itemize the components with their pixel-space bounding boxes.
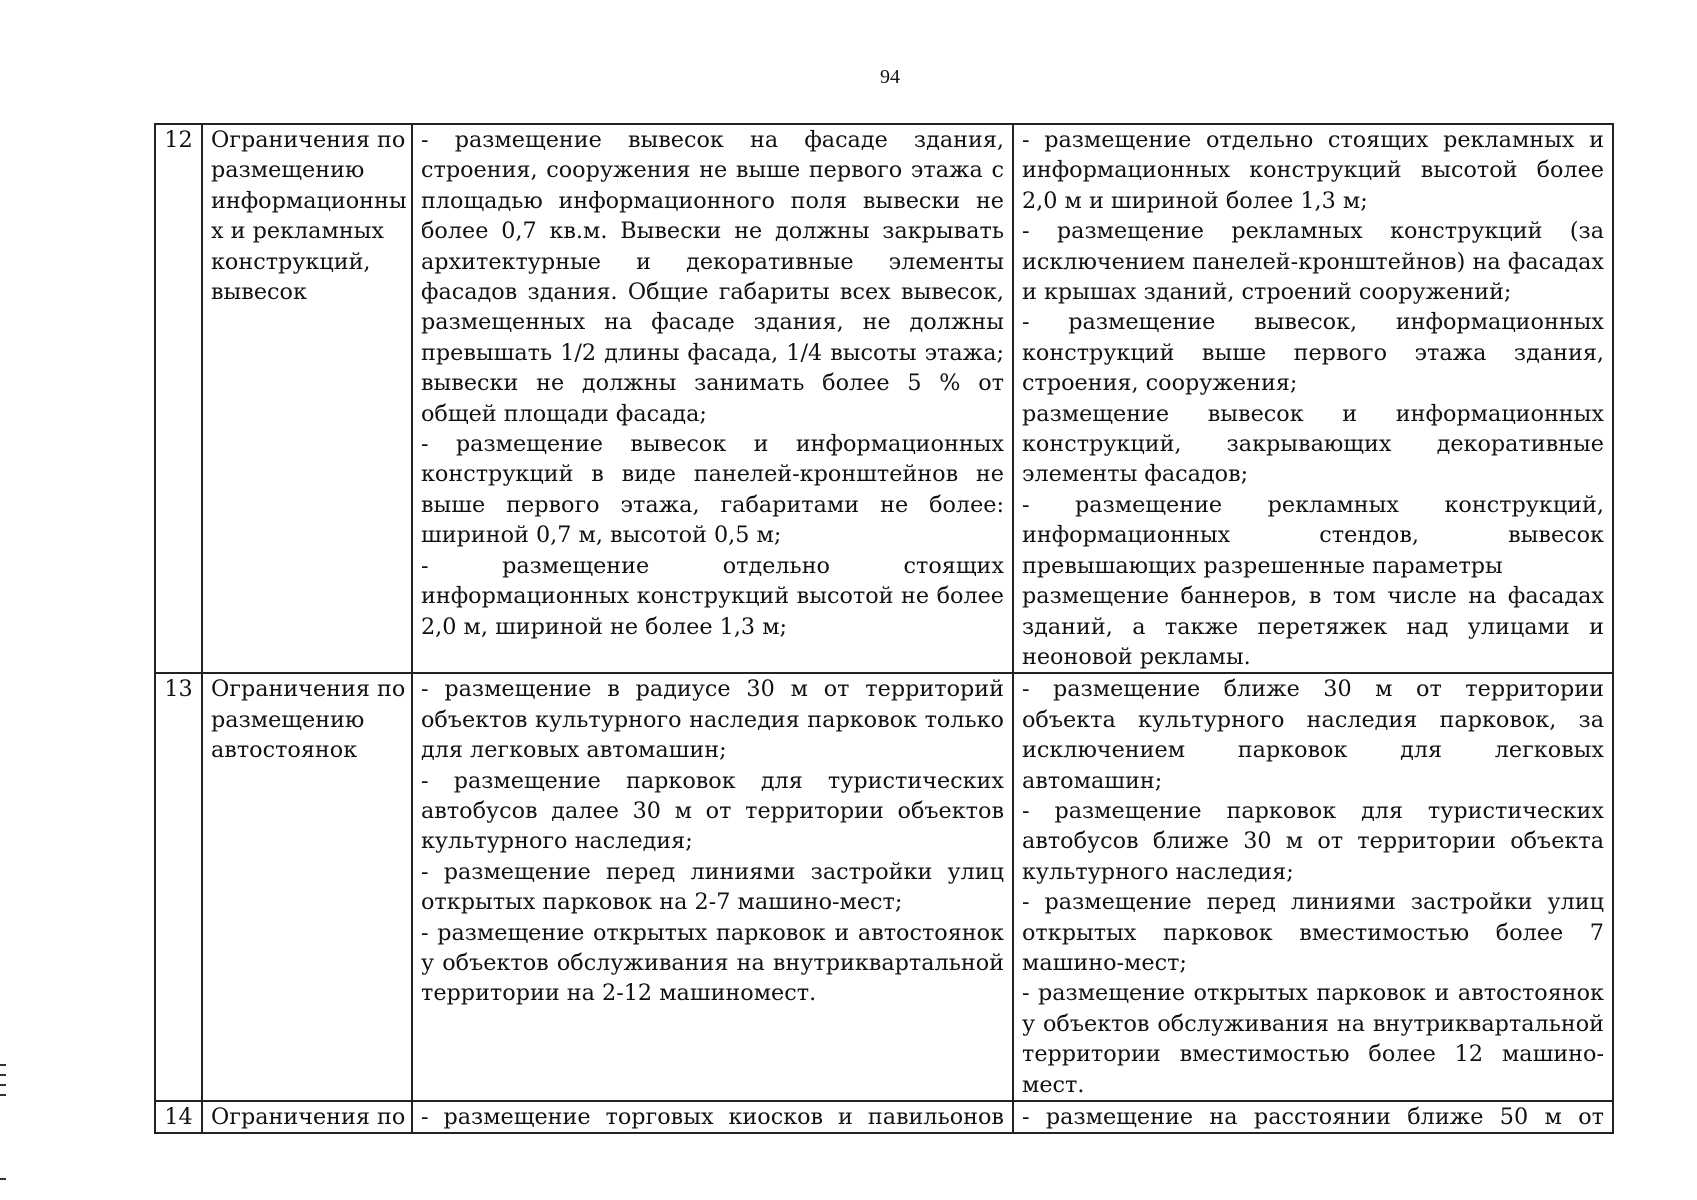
- restriction-name-line: Ограничения по: [211, 127, 406, 153]
- restriction-name-line: автостоянок: [211, 737, 358, 764]
- prohibited-item: - размещение перед линиями застройки улиц открытых парковок вместимостью более 7 машино-мест;: [1022, 889, 1604, 976]
- allowed-cell: [412, 124, 1013, 673]
- allowed-cell: [412, 1101, 1013, 1133]
- row-number: 14: [155, 1101, 202, 1133]
- row-number: 13: [155, 673, 202, 1101]
- table-row-12: [155, 124, 1613, 673]
- table-row-13: [155, 673, 1613, 1101]
- restriction-name-line: вывесок: [211, 279, 307, 306]
- table-row-14: [155, 1101, 1613, 1133]
- regulations-table: [154, 123, 1614, 1134]
- margin-mark: [0, 1094, 6, 1096]
- prohibited-item: размещение баннеров, в том числе на фасадах зданий, а также перетяжек над улицами и неоновой рекламы.: [1022, 583, 1604, 670]
- allowed-item: - размещение парковок для туристических автобусов далее 30 м от территории объектов культурного наследия;: [421, 767, 1004, 855]
- prohibited-cell: [1013, 673, 1613, 1101]
- margin-mark: [0, 1178, 6, 1180]
- restriction-name-line: Ограничения по: [211, 676, 406, 703]
- prohibited-item: - размещение открытых парковок и автостоянок у объектов обслуживания на внутриквартальной территории вместимостью более 12 машино-мест.: [1022, 980, 1604, 1098]
- allowed-item: - размещение торговых киосков и павильонов: [421, 1104, 1004, 1130]
- margin-mark: [0, 1084, 6, 1086]
- restriction-name-line: размещению: [211, 157, 365, 184]
- restriction-name-line: размещению: [211, 706, 365, 733]
- prohibited-item: - размещение на расстоянии ближе 50 м от: [1022, 1104, 1604, 1130]
- allowed-cell: [412, 673, 1013, 1101]
- regulations-table-body: [155, 124, 1613, 1133]
- prohibited-item: - размещение парковок для туристических автобусов ближе 30 м от территории объекта культурного наследия;: [1022, 797, 1604, 885]
- allowed-item: - размещение вывесок на фасаде здания, строения, сооружения не выше первого этажа с площадью информационного поля вывески не более 0,7 кв.м. Вывески не должны закрывать архитектурные и декоративные элементы фасадов здания. Общие габариты всех вывесок, размещенных на фасаде здания, не должны превышать 1/2 длины фасада, 1/4 высоты этажа; вывески не должны занимать более 5 % от общей площади фасада;: [421, 127, 1004, 427]
- allowed-item: - размещение отдельно стоящих информационных конструкций высотой не более 2,0 м, шириной не более 1,3 м;: [421, 552, 1004, 640]
- prohibited-item: - размещение вывесок, информационных конструкций выше первого этажа здания, строения, сооружения;: [1022, 309, 1604, 397]
- prohibited-item: - размещение рекламных конструкций, информационных стендов, вывесок превышающих разрешенные параметры: [1022, 491, 1604, 579]
- prohibited-item: размещение вывесок и информационных конструкций, закрывающих декоративные элементы фасадов;: [1022, 400, 1604, 488]
- margin-mark: [0, 1074, 6, 1076]
- restriction-name-line: х и рекламных: [211, 218, 384, 245]
- prohibited-item: - размещение рекламных конструкций (за исключением панелей-кронштейнов) на фасадах и крышах зданий, строений сооружений;: [1022, 218, 1604, 306]
- page-number: 94: [880, 66, 900, 88]
- restriction-name-line: информационны: [211, 187, 407, 214]
- restriction-name: [202, 673, 412, 1101]
- allowed-item: - размещение вывесок и информационных конструкций в виде панелей-кронштейнов не выше первого этажа, габаритами не более: шириной 0,7 м, высотой 0,5 м;: [421, 431, 1004, 549]
- restriction-name: [202, 1101, 412, 1133]
- allowed-item: - размещение открытых парковок и автостоянок у объектов обслуживания на внутриквартальной территории на 2-12 машиномест.: [421, 919, 1004, 1007]
- prohibited-cell: [1013, 1101, 1613, 1133]
- prohibited-item: - размещение отдельно стоящих рекламных и информационных конструкций высотой более 2,0 м и шириной более 1,3 м;: [1022, 127, 1604, 214]
- prohibited-item: - размещение ближе 30 м от территории объекта культурного наследия парковок, за исключением парковок для легковых автомашин;: [1022, 676, 1604, 794]
- prohibited-cell: [1013, 124, 1613, 673]
- allowed-item: - размещение в радиусе 30 м от территорий объектов культурного наследия парковок только для легковых автомашин;: [421, 676, 1004, 764]
- restriction-name-line: конструкций,: [211, 248, 371, 275]
- margin-mark: [0, 1064, 6, 1066]
- allowed-item: - размещение перед линиями застройки улиц открытых парковок на 2-7 машино-мест;: [421, 858, 1004, 916]
- row-number: 12: [155, 124, 202, 673]
- restriction-name-line: Ограничения по: [211, 1104, 406, 1130]
- restriction-name: [202, 124, 412, 673]
